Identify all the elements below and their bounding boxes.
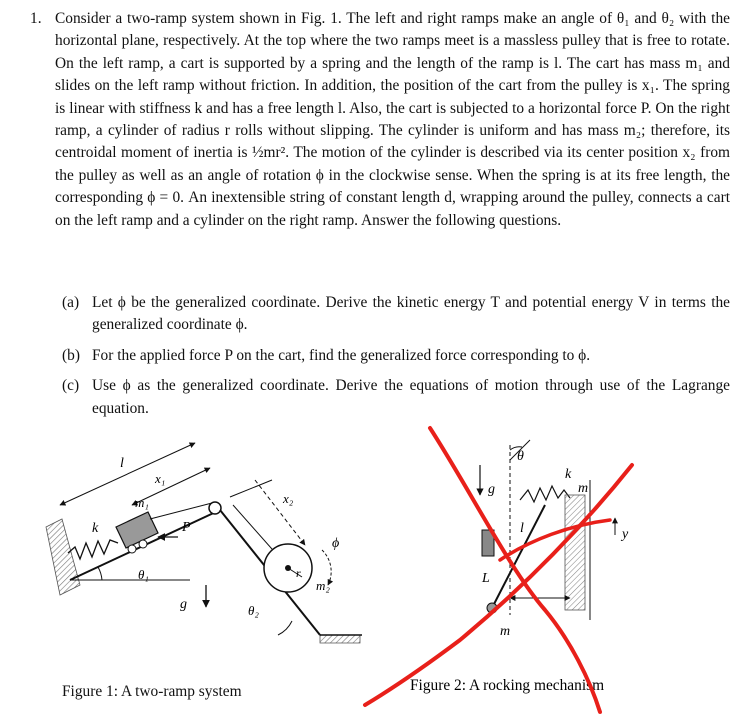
part-a-text: Let ϕ be the generalized coordinate. Derive the kinetic energy T and potential energy V in terms the generalized coordinate ϕ. — [92, 294, 730, 334]
problem-statement — [30, 8, 730, 232]
right-ground-hatch — [320, 635, 360, 643]
cylinder-m2 — [264, 544, 312, 592]
label-P: P — [182, 520, 191, 535]
theta2-arc — [278, 621, 292, 635]
label-m-top: m — [578, 481, 589, 496]
label-m1: m₁ — [135, 495, 149, 510]
pendulum-rod — [492, 505, 545, 608]
part-c — [62, 375, 730, 420]
problem-text: Consider a two-ramp system shown in Fig. 1. The left and right ramps make an angle of θ₁ and θ₂ with the horizontal plane, respectively. At the top where the two ramps meet is a massless pulley that is free to rotate. On the left ramp, a cart is supported by a spring and the length of the ramp is l. The cart has mass m₁ and slides on the left ramp without friction. In addition, the position of the cart from the pulley is x₁. The spring is linear with stiffness k and has a free length l. Also, the cart is subjected to a horizontal force P. On the right ramp, a cylinder of radius r rolls without slipping. The cylinder is uniform and has mass m₂; therefore, its centroidal moment of inertia is ½mr². The motion of the cylinder is described via its center position x₂ from the pulley as well as an angle of rotation ϕ in the clockwise sense. When the spring is at its free length, the corresponding ϕ = 0. An inextensible string of constant length d, wrapping around the pulley, connects a cart on the left ramp and a cylinder on the right ramp. Answer the following questions. — [55, 10, 730, 229]
label-theta2: θ₂ — [248, 603, 259, 618]
part-a — [62, 292, 730, 337]
label-l2: l — [520, 521, 524, 536]
strike-line-2 — [365, 465, 632, 705]
figure-2-caption: Figure 2: A rocking mechanism — [410, 677, 605, 694]
label-theta1: θ₁ — [138, 567, 149, 582]
label-k: k — [92, 521, 99, 536]
label-r: r — [296, 566, 301, 580]
spring-k2 — [520, 486, 570, 502]
label-k2: k — [565, 467, 572, 482]
part-b-label: (b) — [62, 346, 80, 364]
label-theta: θ — [517, 449, 524, 464]
label-m2: m₂ — [316, 578, 330, 593]
question-parts — [62, 292, 730, 428]
right-wall-hatch — [565, 495, 585, 610]
part-b-text: For the applied force P on the cart, find the generalized force corresponding to ϕ. — [92, 346, 591, 364]
left-wall-hatch — [46, 519, 80, 595]
label-y: y — [622, 527, 629, 542]
figure-1-caption: Figure 1: A two-ramp system — [62, 683, 242, 700]
label-phi: ϕ — [332, 536, 340, 551]
part-c-label: (c) — [62, 377, 80, 395]
problem-number: 1. — [30, 10, 42, 27]
label-x1: x₁ — [155, 471, 166, 486]
x2-dimension — [255, 480, 305, 545]
label-L: L — [482, 571, 490, 586]
figure-1-diagram — [40, 435, 370, 660]
label-x2: x₂ — [283, 491, 294, 506]
figure-2-diagram — [360, 420, 720, 720]
label-g: g — [180, 597, 187, 612]
label-m-bottom: m — [500, 624, 511, 639]
label-l: l — [120, 456, 124, 471]
label-g2: g — [488, 482, 495, 497]
string-left — [150, 503, 212, 519]
part-a-label: (a) — [62, 294, 80, 311]
spring-k — [68, 540, 118, 559]
theta1-arc — [98, 567, 102, 580]
part-c-text: Use ϕ as the generalized coordinate. Derive the equations of motion through use of the Lagrange equation. — [92, 377, 730, 417]
length-l-dimension — [60, 443, 195, 505]
part-b — [62, 345, 730, 367]
